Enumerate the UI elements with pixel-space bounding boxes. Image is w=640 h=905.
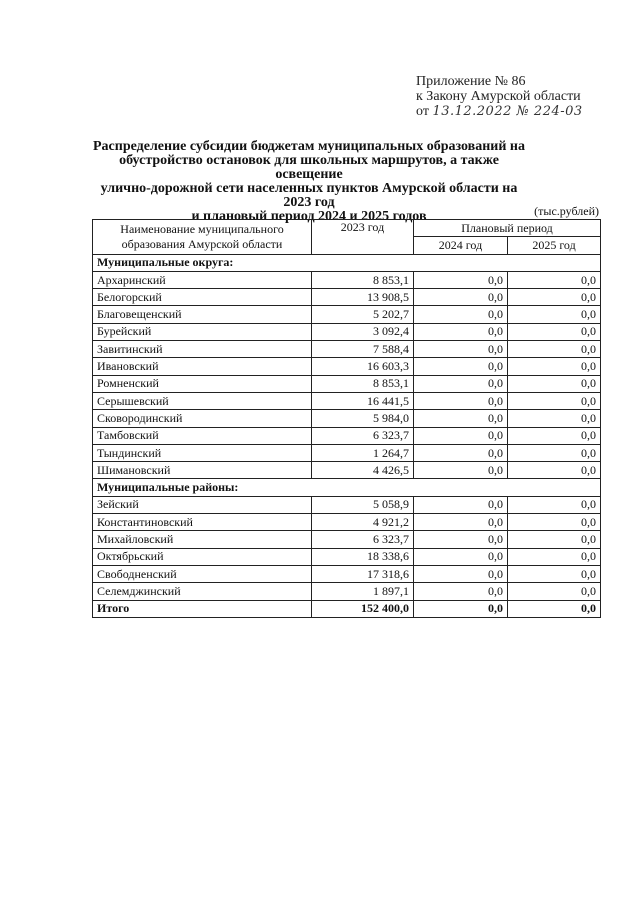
appendix-date-prefix: от bbox=[416, 104, 429, 119]
table-header-row-1 bbox=[93, 220, 601, 237]
table-row: Тындинский 1 264,7 0,0 0,0 bbox=[93, 444, 601, 461]
table-row: Серышевский 16 441,5 0,0 0,0 bbox=[93, 392, 601, 409]
col-header-2025: 2025 год bbox=[508, 237, 601, 254]
subsidy-table bbox=[92, 219, 601, 618]
section-label: Муниципальные округа: bbox=[93, 254, 601, 271]
table-row: Ромненский 8 853,1 0,0 0,0 bbox=[93, 375, 601, 392]
table-row: Белогорский 13 908,5 0,0 0,0 bbox=[93, 289, 601, 306]
title-line-4: и плановый период 2024 и 2025 годов bbox=[191, 209, 427, 224]
handwritten-date-number: 13.12.2022 № 224-03 bbox=[432, 104, 583, 119]
col-header-name: Наименование муниципального образования Амурской области bbox=[93, 220, 312, 255]
col-header-2024: 2024 год bbox=[414, 237, 508, 254]
total-2024: 0,0 bbox=[414, 600, 508, 617]
section-row-rayony bbox=[93, 479, 601, 496]
section-label: Муниципальные районы: bbox=[93, 479, 601, 496]
appendix-header bbox=[416, 74, 583, 119]
table-row: Тамбовский 6 323,7 0,0 0,0 bbox=[93, 427, 601, 444]
table-row: Ивановский 16 603,3 0,0 0,0 bbox=[93, 358, 601, 375]
total-2023: 152 400,0 bbox=[312, 600, 414, 617]
col-header-plan: Плановый период bbox=[414, 220, 601, 237]
table-row: Сковородинский 5 984,0 0,0 0,0 bbox=[93, 410, 601, 427]
table-row: Завитинский 7 588,4 0,0 0,0 bbox=[93, 341, 601, 358]
table-row: Зейский 5 058,9 0,0 0,0 bbox=[93, 496, 601, 513]
title-line-3: улично-дорожной сети населенных пунктов Амурской области на 2023 год bbox=[100, 181, 518, 210]
title-line-1: Распределение субсидии бюджетам муниципальных образований на bbox=[93, 139, 525, 154]
table-row: Константиновский 4 921,2 0,0 0,0 bbox=[93, 514, 601, 531]
table-row: Архаринский 8 853,1 0,0 0,0 bbox=[93, 271, 601, 288]
appendix-date-line bbox=[416, 104, 583, 119]
total-2025: 0,0 bbox=[508, 600, 601, 617]
units-label: (тыс.рублей) bbox=[534, 204, 599, 218]
appendix-number: Приложение № 86 bbox=[416, 74, 526, 89]
total-row bbox=[93, 600, 601, 617]
col-header-2023: 2023 год bbox=[312, 220, 414, 255]
table-row: Свободненский 17 318,6 0,0 0,0 bbox=[93, 565, 601, 582]
table-row: Октябрьский 18 338,6 0,0 0,0 bbox=[93, 548, 601, 565]
title-line-2: обустройство остановок для школьных маршрутов, а также освещение bbox=[119, 153, 499, 182]
table-row: Михайловский 6 323,7 0,0 0,0 bbox=[93, 531, 601, 548]
table-row: Селемджинский 1 897,1 0,0 0,0 bbox=[93, 583, 601, 600]
total-label: Итого bbox=[93, 600, 312, 617]
document-title bbox=[88, 140, 530, 224]
section-row-okruga bbox=[93, 254, 601, 271]
table-row: Благовещенский 5 202,7 0,0 0,0 bbox=[93, 306, 601, 323]
table-body bbox=[93, 254, 601, 617]
appendix-law: к Закону Амурской области bbox=[416, 89, 581, 104]
table-row: Шимановский 4 426,5 0,0 0,0 bbox=[93, 462, 601, 479]
table-row: Бурейский 3 092,4 0,0 0,0 bbox=[93, 323, 601, 340]
